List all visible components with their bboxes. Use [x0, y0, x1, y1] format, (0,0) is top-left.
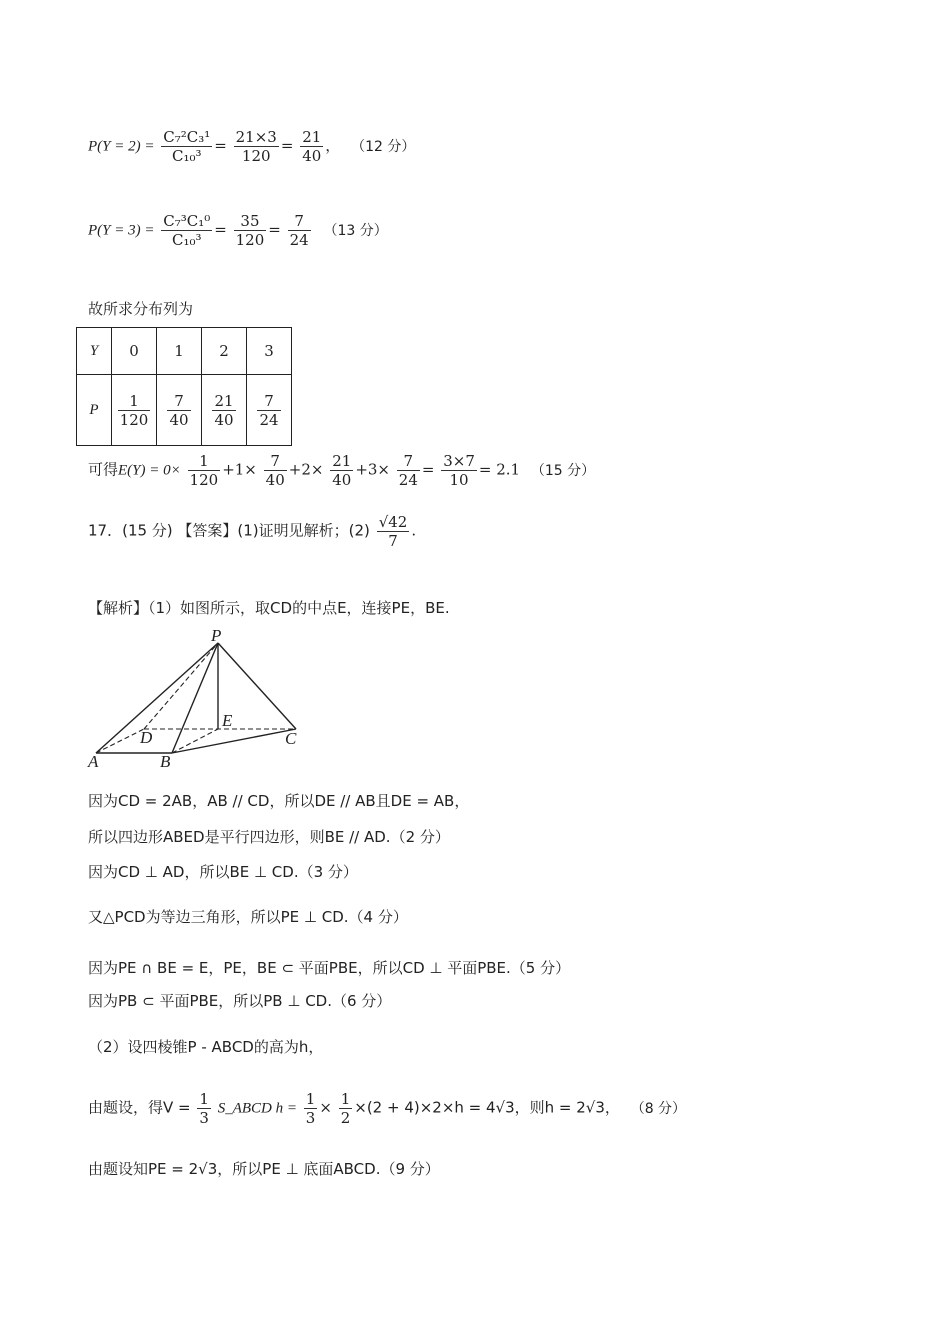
vertex-label-d: D — [140, 728, 153, 747]
proof-line-6: 因为PB ⊂ 平面PBE，所以PB ⊥ CD.（6 分） — [88, 992, 392, 1010]
proof-line-8: 由题设，得V = $\frac{1}{3}$ S_ABCD h = $\frac{1}{3}$ × $\frac{1}{2}$ ×(2 + 4)×2×h = 4√3，则h = 2√3， （8 分） — [88, 1090, 687, 1127]
pyramid-figure — [84, 626, 314, 776]
prob-y2-frac2: $\frac{21\times 3}{120}$ — [235, 128, 277, 165]
proof-line-2: 所以四边形ABED是平行四边形，则BE // AD.（2 分） — [88, 828, 450, 846]
p-value: $\frac{7}{40}$ — [157, 375, 202, 446]
table-row — [77, 328, 292, 375]
prob-y2-frac1: $\frac{\text{C₇²C₃¹}}{\text{C₁₀³}}$ — [163, 128, 211, 165]
y-value: 0 — [112, 328, 157, 375]
prob-y2-lhs: P(Y = 2) = — [88, 138, 155, 155]
vertex-label-b: B — [160, 752, 171, 771]
proof-line-1: 因为CD = 2AB，AB // CD，所以DE // AB且DE = AB， — [88, 792, 470, 810]
dist-intro: 故所求分布列为 — [88, 300, 194, 318]
proof-line-5: 因为PE ∩ BE = E，PE，BE ⊂ 平面PBE，所以CD ⊥ 平面PBE.（5 分） — [88, 959, 571, 977]
vertex-label-p: P — [211, 626, 222, 645]
expectation-line: 可得E(Y) = 0× $\frac{1}{120}$ +1× $\frac{7}{40}$ +2× $\frac{21}{40}$ +3× $\frac{7}{24}$ = $\frac{3\times 7}{10}$ = 2.1 （15 分） — [88, 452, 596, 489]
proof-line-4: 又△PCD为等边三角形，所以PE ⊥ CD.（4 分） — [88, 908, 408, 926]
row-label-p: P — [77, 375, 112, 446]
proof-line-8-score: （8 分） — [630, 1100, 687, 1117]
proof-line-7: （2）设四棱锥P - ABCD的高为h， — [88, 1038, 324, 1056]
prob-y2-line: P(Y = 2) = $\frac{\text{C₇²C₃¹}}{\text{C₁₀³}}$ = $\frac{21\times 3}{120}$ = $\frac{21}{40}$ ， （12 分） — [88, 128, 416, 165]
table-row — [77, 375, 292, 446]
distribution-table — [76, 327, 292, 446]
vertex-label-a: A — [88, 752, 99, 771]
p-value: $\frac{21}{40}$ — [202, 375, 247, 446]
prob-y3-frac1: $\frac{\text{C₇³C₁⁰}}{\text{C₁₀³}}$ — [163, 212, 211, 249]
vertex-label-e: E — [222, 711, 233, 730]
analysis-line: 【解析】（1）如图所示，取CD的中点E，连接PE，BE. — [88, 599, 450, 617]
prob-y2-score: （12 分） — [351, 138, 416, 155]
y-value: 1 — [157, 328, 202, 375]
y-value: 3 — [247, 328, 292, 375]
prob-y3-frac2: $\frac{35}{120}$ — [235, 212, 265, 249]
proof-line-3: 因为CD ⊥ AD，所以BE ⊥ CD.（3 分） — [88, 863, 358, 881]
p-value: $\frac{1}{120}$ — [112, 375, 157, 446]
prob-y2-frac3: $\frac{21}{40}$ — [302, 128, 322, 165]
row-label-y: Y — [77, 328, 112, 375]
p-value: $\frac{7}{24}$ — [247, 375, 292, 446]
proof-line-9: 由题设知PE = 2√3，所以PE ⊥ 底面ABCD.（9 分） — [88, 1160, 440, 1178]
prob-y3-score: （13 分） — [323, 222, 388, 239]
y-value: 2 — [202, 328, 247, 375]
q17-answer: 17．(15 分) 【答案】(1)证明见解析；(2) $\frac{√42}{7}$ . — [88, 513, 417, 550]
prob-y3-line: P(Y = 3) = $\frac{\text{C₇³C₁⁰}}{\text{C₁₀³}}$ = $\frac{35}{120}$ = $\frac{7}{24}$ （13 分） — [88, 212, 388, 249]
vertex-label-c: C — [285, 729, 297, 748]
prob-y3-frac3: $\frac{7}{24}$ — [289, 212, 309, 249]
prob-y3-lhs: P(Y = 3) = — [88, 222, 155, 239]
expectation-score: （15 分） — [530, 462, 596, 479]
